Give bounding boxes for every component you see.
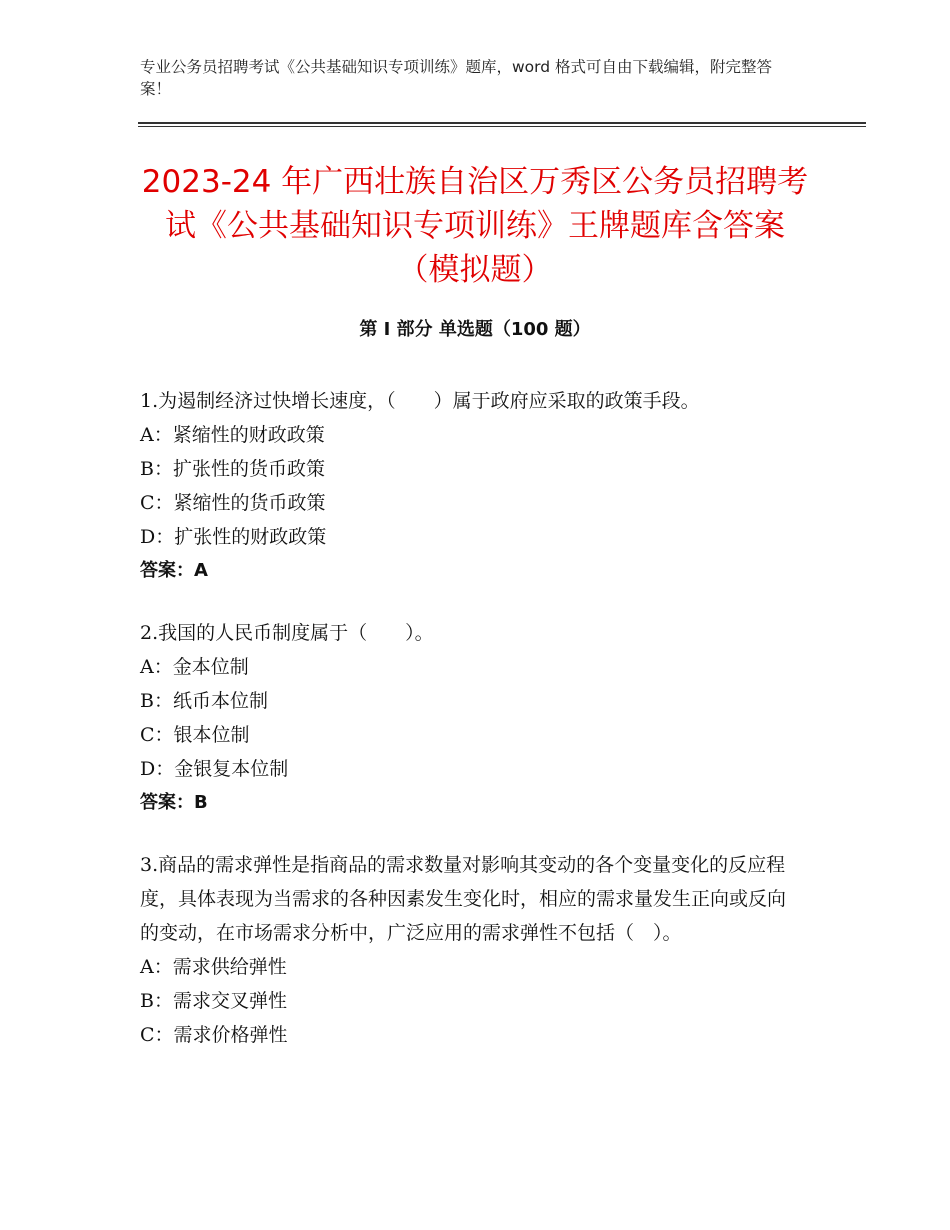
option-a: A：紧缩性的财政政策 <box>140 424 325 446</box>
question-stem: 3.商品的需求弹性是指商品的需求数量对影响其变动的各个变量变化的反应程度，具体表现为当需求的各种因素发生变化时，相应的需求量发生正向或反向的变动，在市场需求分析中，广泛应用的需求弹性不包括（ ）。 <box>140 854 787 944</box>
question-stem: 2.我国的人民币制度属于（ ）。 <box>140 622 434 644</box>
option-a: A：需求供给弹性 <box>140 956 287 978</box>
question-2 <box>140 616 800 820</box>
document-title: 2023-24 年广西壮族自治区万秀区公务员招聘考试《公共基础知识专项训练》王牌题库含答案（模拟题） <box>141 164 809 288</box>
option-a: A：金本位制 <box>140 656 249 678</box>
option-c: C：银本位制 <box>140 724 250 746</box>
header-note: 专业公务员招聘考试《公共基础知识专项训练》题库，word 格式可自由下载编辑，附完整答案！ <box>140 58 773 98</box>
option-b: B：扩张性的货币政策 <box>140 458 325 480</box>
question-stem: 1.为遏制经济过快增长速度，（ ）属于政府应采取的政策手段。 <box>140 390 700 412</box>
option-c: C：需求价格弹性 <box>140 1024 288 1046</box>
answer: 答案：B <box>140 792 208 813</box>
option-c: C：紧缩性的货币政策 <box>140 492 326 514</box>
header-divider-thin <box>138 126 866 127</box>
option-d: D：扩张性的财政政策 <box>140 526 327 548</box>
section-heading: 第 I 部分 单选题（100 题） <box>359 319 591 340</box>
question-1 <box>140 384 800 588</box>
option-d: D：金银复本位制 <box>140 758 289 780</box>
answer: 答案：A <box>140 560 208 581</box>
question-3 <box>140 848 800 1052</box>
header-divider-thick <box>138 122 866 124</box>
question-list <box>140 384 800 1080</box>
option-b: B：需求交叉弹性 <box>140 990 287 1012</box>
option-b: B：纸币本位制 <box>140 690 268 712</box>
